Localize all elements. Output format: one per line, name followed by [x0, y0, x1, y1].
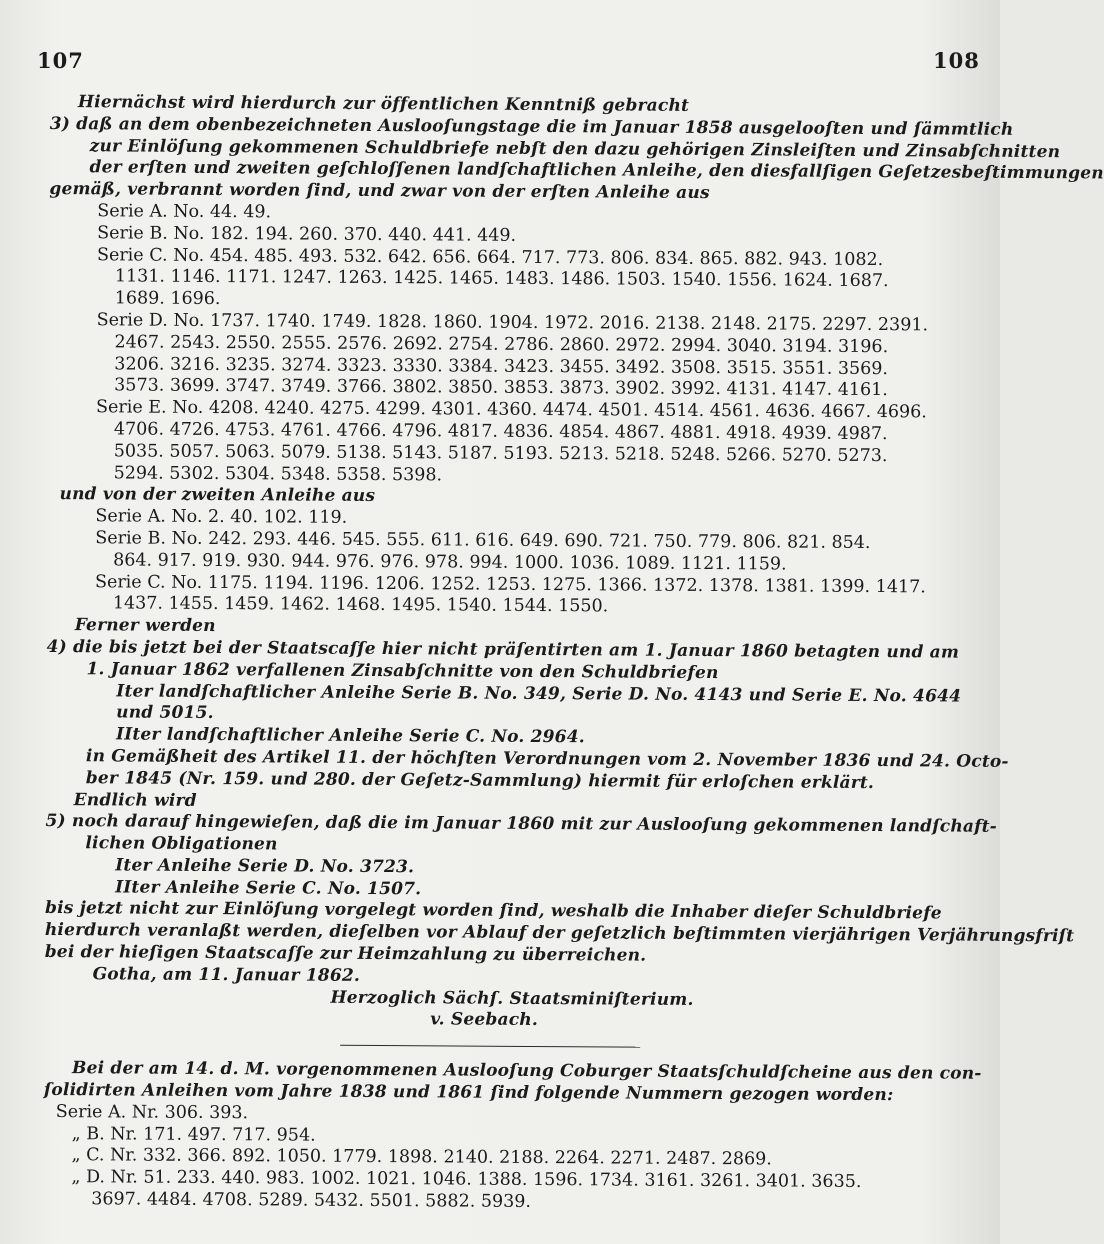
text-line: Serie A. No. 44. 49.	[97, 201, 272, 223]
page-number-right: 108	[933, 48, 980, 73]
text-line: Gotha, am 11. Januar 1862.	[92, 964, 361, 986]
section-divider	[340, 1045, 640, 1048]
notice-line: 3697. 4484. 4708. 5289. 5432. 5501. 5882. 5939.	[91, 1189, 532, 1213]
text-line: 1. Januar 1862 verfallenen Zinsabſchnitte von den Schuldbriefen	[86, 658, 719, 683]
text-line: und 5015.	[116, 702, 214, 724]
text-line: 5) noch darauf hingewieſen, daß die im Januar 1860 mit zur Auslooſung gekommenen landſchaft-	[45, 811, 998, 838]
text-line: 1131. 1146. 1171. 1247. 1263. 1425. 1465. 1483. 1486. 1503. 1540. 1556. 1624. 1687.	[114, 266, 889, 292]
text-line: und von der zweiten Anleihe aus	[59, 484, 376, 507]
text-line: 864. 917. 919. 930. 944. 976. 976. 978. 994. 1000. 1036. 1089. 1121. 1159.	[113, 550, 787, 575]
page-number-left: 107	[37, 48, 84, 73]
text-line: in Gemäßheit des Artikel 11. der höchſten Verordnungen vom 2. November 1836 und 24. Octo-	[85, 746, 1009, 772]
text-line: 4) die bis jetzt bei der Staatscaſſe hier nicht präſentirten am 1. Januar 1860 betagten und am	[46, 636, 960, 663]
notice-line: „ D. Nr. 51. 233. 440. 983. 1002. 1021. 1046. 1388. 1596. 1734. 3161. 3261. 3401. 3635.	[71, 1167, 862, 1193]
text-line: Hiernächst wird hierdurch zur öffentlichen Kenntniß gebracht	[77, 92, 690, 116]
text-line: Endlich wird	[73, 789, 197, 811]
notice-line: „ B. Nr. 171. 497. 717. 954.	[71, 1123, 316, 1146]
text-line: Serie B. No. 242. 293. 446. 545. 555. 611. 616. 649. 690. 721. 750. 779. 806. 821. 854.	[95, 528, 871, 553]
text-line: Ferner werden	[74, 615, 216, 637]
notice-line: Bei der am 14. d. M. vorgenommenen Auslooſung Coburger Staatsſchuldſcheine aus den con-	[71, 1058, 982, 1084]
text-line: Iter Anleihe Serie D. No. 3723.	[115, 855, 415, 878]
text-line: bei der hieſigen Staatscaſſe zur Heimzahlung zu überreichen.	[44, 942, 647, 966]
text-line: IIter landſchaftlicher Anleihe Serie C. No. 2964.	[116, 724, 585, 748]
text-line: 1689. 1696.	[114, 288, 221, 310]
text-line: gemäß, verbrannt worden ſind, und zwar von der erſten Anleihe aus	[49, 179, 710, 204]
text-line: 5035. 5057. 5063. 5079. 5138. 5143. 5187. 5193. 5213. 5218. 5248. 5266. 5270. 5273.	[113, 441, 888, 466]
text-line: Serie A. No. 2. 40. 102. 119.	[95, 506, 348, 528]
text-line: Serie C. No. 1175. 1194. 1196. 1206. 1252. 1253. 1275. 1366. 1372. 1378. 1381. 1399. 1417.	[94, 571, 926, 597]
main-text	[44, 92, 1104, 991]
text-line: der erſten und zweiten geſchloſſenen landſchaftlichen Anleihe, den diesfallſigen Geſetzesbeſtimmungen	[89, 157, 1104, 184]
text-line: Serie C. No. 454. 485. 493. 532. 642. 656. 664. 717. 773. 806. 834. 865. 882. 943. 1082.	[96, 244, 884, 270]
text-line: Serie E. No. 4208. 4240. 4275. 4299. 4301. 4360. 4474. 4501. 4514. 4561. 4636. 4667. 4696.	[96, 397, 927, 423]
notice-line: Serie A. Nr. 306. 393.	[55, 1101, 249, 1124]
notice-line: ſolidirten Anleihen vom Jahre 1838 und 1861 ſind folgende Nummern gezogen worden:	[43, 1080, 894, 1106]
signature-ministry: Herzoglich Sächſ. Staatsminiſterium.	[330, 987, 694, 1010]
text-line: zur Einlöſung gekommenen Schuldbriefe nebſt den dazu gehörigen Zinsleiſten und Zinsabſchnitten	[89, 135, 1061, 162]
text-line: 3206. 3216. 3235. 3274. 3323. 3330. 3384. 3423. 3455. 3492. 3508. 3515. 3551. 3569.	[114, 353, 889, 379]
text-line: Serie B. No. 182. 194. 260. 370. 440. 441. 449.	[97, 223, 517, 246]
text-line: Serie D. No. 1737. 1740. 1749. 1828. 1860. 1904. 1972. 2016. 2138. 2148. 2175. 2297. 2391.	[96, 310, 929, 336]
text-line: lichen Obligationen	[85, 833, 278, 855]
text-line: ber 1845 (Nr. 159. und 280. der Geſetz-Sammlung) hiermit für erloſchen erklärt.	[85, 767, 875, 793]
text-line: IIter Anleihe Serie C. No. 1507.	[115, 877, 422, 899]
text-line: 4706. 4726. 4753. 4761. 4766. 4796. 4817. 4836. 4854. 4867. 4881. 4918. 4939. 4987.	[113, 419, 888, 445]
text-line: bis jetzt nicht zur Einlöſung vorgelegt worden ſind, weshalb die Inhaber dieſer Schuldbriefe	[44, 898, 942, 924]
text-line: 5294. 5302. 5304. 5348. 5358. 5398.	[113, 462, 443, 485]
coburger-notice	[43, 1058, 982, 1216]
text-line: 3) daß an dem obenbezeichneten Auslooſungstage die im Januar 1858 ausgelooſten und ſämmtlich	[49, 113, 1014, 140]
notice-line: „ C. Nr. 332. 366. 892. 1050. 1779. 1898. 2140. 2188. 2264. 2271. 2487. 2869.	[71, 1145, 772, 1170]
text-line: hierdurch veranlaßt werden, dieſelben vor Ablauf der geſetzlich beſtimmten vierjährigen Verjährungsfriſt	[44, 920, 1075, 947]
text-line: 3573. 3699. 3747. 3749. 3766. 3802. 3850. 3853. 3873. 3902. 3992. 4131. 4147. 4161.	[114, 375, 888, 401]
document-body	[43, 92, 1104, 1216]
signature-name: v. Seebach.	[430, 1009, 539, 1031]
text-line: Iter landſchaftlicher Anleihe Serie B. No. 349, Serie D. No. 4143 und Serie E. No. 4644	[116, 680, 962, 707]
text-line: 1437. 1455. 1459. 1462. 1468. 1495. 1540. 1544. 1550.	[112, 593, 609, 617]
text-line: 2467. 2543. 2550. 2555. 2576. 2692. 2754. 2786. 2860. 2972. 2994. 3040. 3194. 3196.	[114, 332, 889, 357]
